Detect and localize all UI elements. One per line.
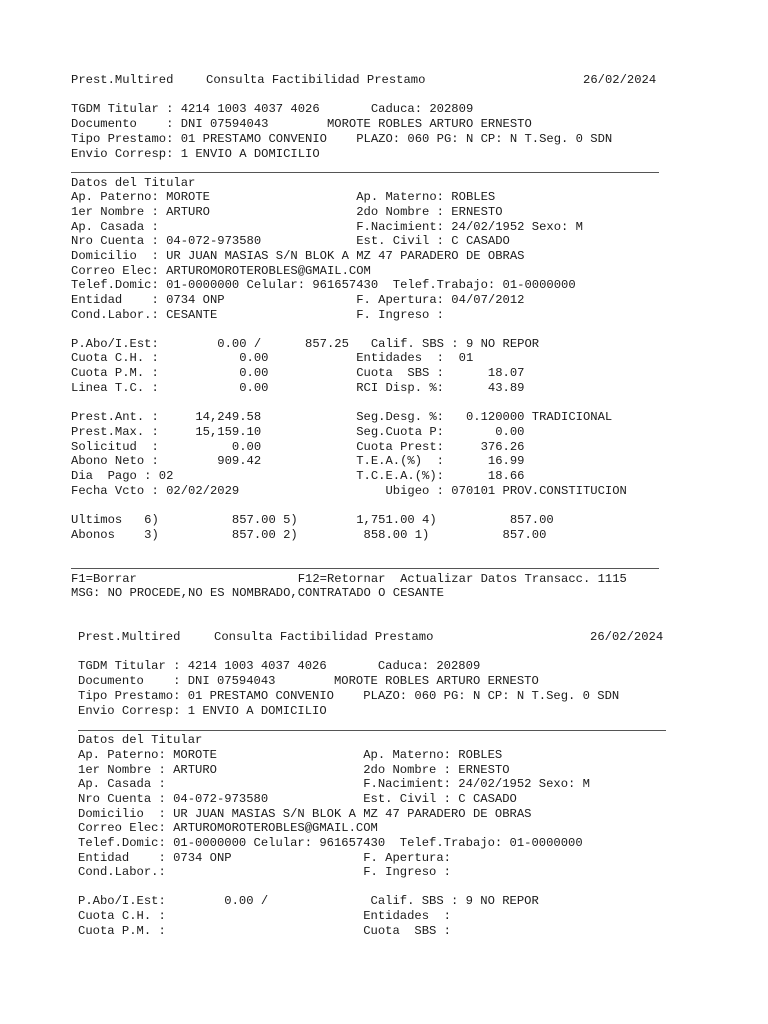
nombre-line: 1er Nombre : ARTURO 2do Nombre : ERNESTO — [78, 763, 510, 777]
envio-corresp-line: Envio Corresp: 1 ENVIO A DOMICILIO — [71, 147, 320, 161]
datos-titular-heading: Datos del Titular — [71, 176, 196, 190]
tgdm-titular-line: TGDM Titular : 4214 1003 4037 4026 Caduca: 202809 — [71, 102, 474, 116]
prest-ant-line: Prest.Ant. : 14,249.58 Seg.Desg. %: 0.120000 TRADICIONAL — [71, 410, 613, 424]
telefono-line: Telef.Domic: 01-0000000 Celular: 961657430 Telef.Trabajo: 01-0000000 — [71, 278, 576, 292]
documento-line: Documento : DNI 07594043 MOROTE ROBLES ARTURO ERNESTO — [71, 117, 532, 131]
datos-titular-heading: Datos del Titular — [78, 733, 203, 747]
cond-labor-line: Cond.Labor.: F. Ingreso : — [78, 865, 451, 879]
cuota-ch-line: Cuota C.H. : Entidades : — [78, 909, 451, 923]
cuota-pm-line: Cuota P.M. : 0.00 Cuota SBS : 18.07 — [71, 366, 525, 380]
telefono-line: Telef.Domic: 01-0000000 Celular: 961657430 Telef.Trabajo: 01-0000000 — [78, 836, 583, 850]
cond-labor-line: Cond.Labor.: CESANTE F. Ingreso : — [71, 308, 444, 322]
divider — [71, 172, 659, 173]
screen-date: 26/02/2024 — [583, 73, 657, 87]
tipo-prestamo-line: Tipo Prestamo: 01 PRESTAMO CONVENIO PLAZO: 060 PG: N CP: N T.Seg. 0 SDN — [78, 689, 620, 703]
cuota-pm-line: Cuota P.M. : Cuota SBS : — [78, 924, 451, 938]
screen-title: Consulta Factibilidad Prestamo — [206, 73, 426, 87]
cuenta-line: Nro Cuenta : 04-072-973580 Est. Civil : C CASADO — [71, 234, 510, 248]
pabo-line: P.Abo/I.Est: 0.00 / 857.25 Calif. SBS : 9 NO REPOR — [71, 337, 540, 351]
domicilio-line: Domicilio : UR JUAN MASIAS S/N BLOK A MZ 47 PARADERO DE OBRAS — [71, 249, 525, 263]
domicilio-line: Domicilio : UR JUAN MASIAS S/N BLOK A MZ 47 PARADERO DE OBRAS — [78, 807, 532, 821]
function-keys-line: F1=Borrar F12=Retornar Actualizar Datos Transacc. 1115 — [71, 572, 627, 586]
entidad-line: Entidad : 0734 ONP F. Apertura: — [78, 851, 451, 865]
entidad-line: Entidad : 0734 ONP F. Apertura: 04/07/2012 — [71, 293, 525, 307]
cuota-ch-line: Cuota C.H. : 0.00 Entidades : 01 — [71, 351, 474, 365]
abono-neto-line: Abono Neto : 909.42 T.E.A.(%) : 16.99 — [71, 454, 525, 468]
nombre-line: 1er Nombre : ARTURO 2do Nombre : ERNESTO — [71, 205, 503, 219]
envio-corresp-line: Envio Corresp: 1 ENVIO A DOMICILIO — [78, 704, 327, 718]
paterno-line: Ap. Paterno: MOROTE Ap. Materno: ROBLES — [78, 748, 503, 762]
tgdm-titular-line: TGDM Titular : 4214 1003 4037 4026 Caduca: 202809 — [78, 659, 481, 673]
app-name: Prest.Multired — [78, 630, 181, 644]
pabo-line: P.Abo/I.Est: 0.00 / Calif. SBS : 9 NO REPOR — [78, 894, 539, 908]
cuenta-line: Nro Cuenta : 04-072-973580 Est. Civil : C CASADO — [78, 792, 517, 806]
screen-date: 26/02/2024 — [590, 630, 664, 644]
app-name: Prest.Multired — [71, 73, 174, 87]
solicitud-line: Solicitud : 0.00 Cuota Prest: 376.26 — [71, 440, 525, 454]
correo-line: Correo Elec: ARTUROMOROTEROBLES@GMAIL.COM — [78, 821, 378, 835]
dia-pago-line: Dia Pago : 02 T.C.E.A.(%): 18.66 — [71, 469, 525, 483]
prest-max-line: Prest.Max. : 15,159.10 Seg.Cuota P: 0.00 — [71, 425, 525, 439]
paterno-line: Ap. Paterno: MOROTE Ap. Materno: ROBLES — [71, 190, 496, 204]
linea-tc-line: Linea T.C. : 0.00 RCI Disp. %: 43.89 — [71, 381, 525, 395]
status-message: MSG: NO PROCEDE,NO ES NOMBRADO,CONTRATADO O CESANTE — [71, 586, 444, 600]
ultimos-abonos-line-2: Abonos 3) 857.00 2) 858.00 1) 857.00 — [71, 528, 547, 542]
casada-line: Ap. Casada : F.Nacimient: 24/02/1952 Sexo: M — [71, 220, 583, 234]
tipo-prestamo-line: Tipo Prestamo: 01 PRESTAMO CONVENIO PLAZO: 060 PG: N CP: N T.Seg. 0 SDN — [71, 132, 613, 146]
casada-line: Ap. Casada : F.Nacimient: 24/02/1952 Sexo: M — [78, 777, 590, 791]
screen-title: Consulta Factibilidad Prestamo — [214, 630, 434, 644]
documento-line: Documento : DNI 07594043 MOROTE ROBLES ARTURO ERNESTO — [78, 674, 539, 688]
divider — [78, 730, 666, 731]
divider — [71, 568, 659, 569]
fecha-vcto-line: Fecha Vcto : 02/02/2029 Ubigeo : 070101 PROV.CONSTITUCION — [71, 484, 627, 498]
correo-line: Correo Elec: ARTUROMOROTEROBLES@GMAIL.COM — [71, 264, 371, 278]
ultimos-abonos-line-1: Ultimos 6) 857.00 5) 1,751.00 4) 857.00 — [71, 513, 554, 527]
